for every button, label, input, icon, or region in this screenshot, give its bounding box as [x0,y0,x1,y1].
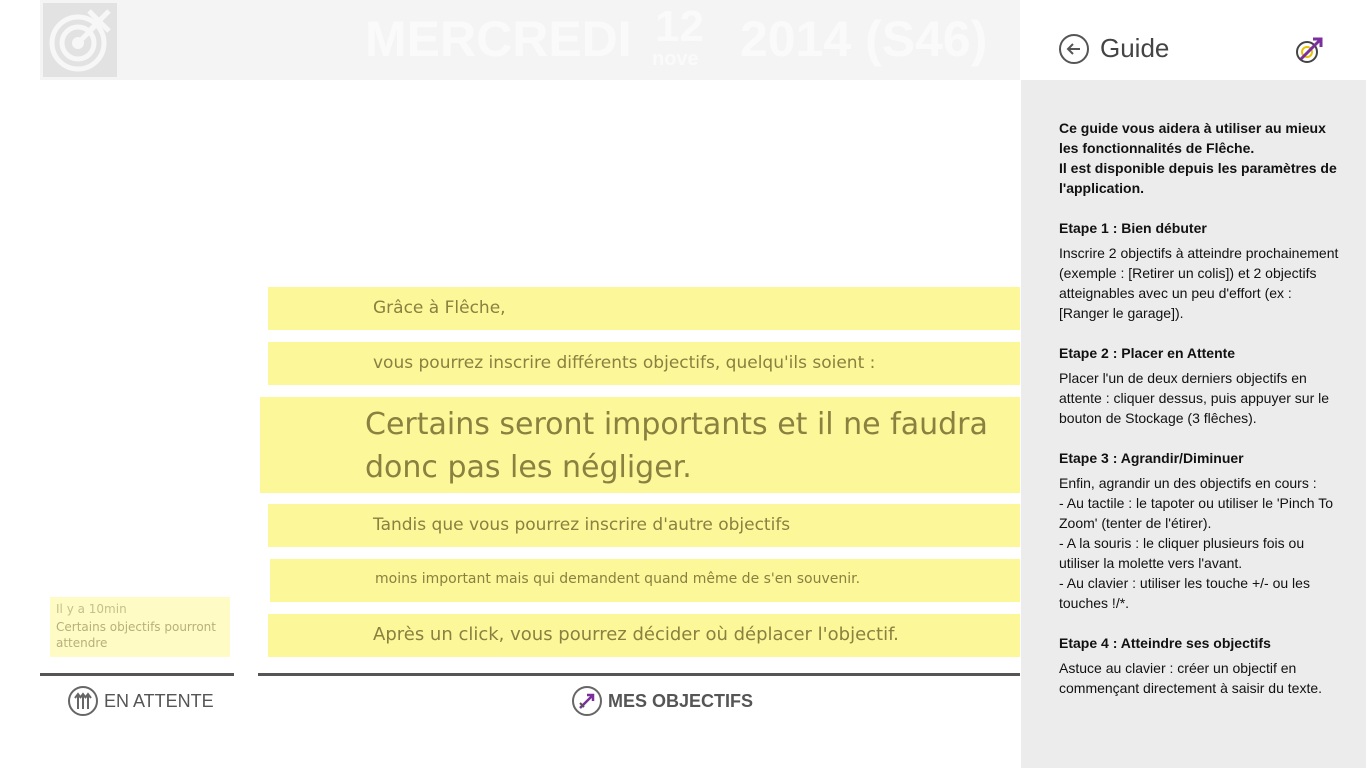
objective-text: Certains seront importants et il ne faudra donc pas les négliger. [365,407,988,485]
pending-text: Certains objectifs pourront attendre [56,620,216,650]
objective-item-small[interactable] [270,559,1020,602]
guide-step [1059,218,1339,323]
objective-text: vous pourrez inscrire différents objectifs, quelqu'ils soient : [373,353,876,373]
objective-item[interactable] [268,614,1020,657]
objectives-section-label: MES OBJECTIFS [608,690,754,711]
date-day: MERCREDI [365,11,632,67]
pending-section-label: EN ATTENTE [104,690,214,711]
back-arrow-icon[interactable] [1059,34,1089,64]
objective-item[interactable] [268,342,1020,385]
step-text: Enfin, agrandir un des objectifs en cours : - Au tactile : le tapoter ou utiliser le 'Pinch To Zoom' (tenter de l'étirer). - A la souris : le cliquer plusieurs fois ou utiliser la molette vers l'avant. - Au clavier : utiliser les touche +/- ou les touches !/*. [1059,475,1334,611]
step-title: Etape 4 : Atteindre ses objectifs [1059,635,1271,651]
guide-body [1059,118,1339,718]
pending-objective-card[interactable] [50,597,230,657]
guide-step [1059,343,1339,428]
arrow-target-icon [572,686,602,716]
objective-text: Grâce à Flêche, [373,298,506,318]
step-text: Inscrire 2 objectifs à atteindre prochainement (exemple : [Retirer un colis]) et 2 objectifs atteignables avec un peu d'effort (ex : [Ranger le garage]). [1059,245,1339,321]
step-text: Astuce au clavier : créer un objectif en commençant directement à saisir du texte. [1059,660,1323,696]
date-year-week: 2014 (S46) [740,11,988,67]
arrows-up-icon [68,686,98,716]
guide-step [1059,448,1339,613]
target-x-icon[interactable] [43,3,117,77]
objectives-divider [258,673,1020,676]
guide-step [1059,633,1339,698]
date-number: 12 [655,2,704,51]
pending-divider [40,673,234,676]
objective-item-large[interactable] [260,397,1020,493]
objective-text: Après un click, vous pourrez décider où déplacer l'objectif. [373,624,899,645]
step-title: Etape 2 : Placer en Attente [1059,345,1236,361]
objective-text: Tandis que vous pourrez inscrire d'autre objectifs [373,515,791,535]
objective-item[interactable] [268,504,1020,547]
step-text: Placer l'un de deux derniers objectifs en attente : cliquer dessus, puis appuyer sur le bouton de Stockage (3 flêches). [1059,370,1330,426]
guide-panel [1021,0,1366,768]
step-title: Etape 1 : Bien débuter [1059,220,1207,236]
objective-item[interactable] [268,287,1020,330]
guide-intro: Ce guide vous aidera à utiliser au mieux les fonctionnalités de Flêche. Il est disponible depuis les paramètres de l'application. [1059,120,1337,196]
pending-time: Il y a 10min [56,602,127,616]
step-title: Etape 3 : Agrandir/Diminuer [1059,450,1244,466]
pending-section-button[interactable] [68,684,214,718]
date-month: nove [652,48,699,70]
app-arrow-icon [1293,34,1325,66]
objective-text: moins important mais qui demandent quand même de s'en souvenir. [375,571,861,587]
guide-header [1021,0,1366,80]
objectives-section-button[interactable] [572,684,753,718]
header-bar [40,0,1020,80]
guide-title: Guide [1100,33,1170,63]
